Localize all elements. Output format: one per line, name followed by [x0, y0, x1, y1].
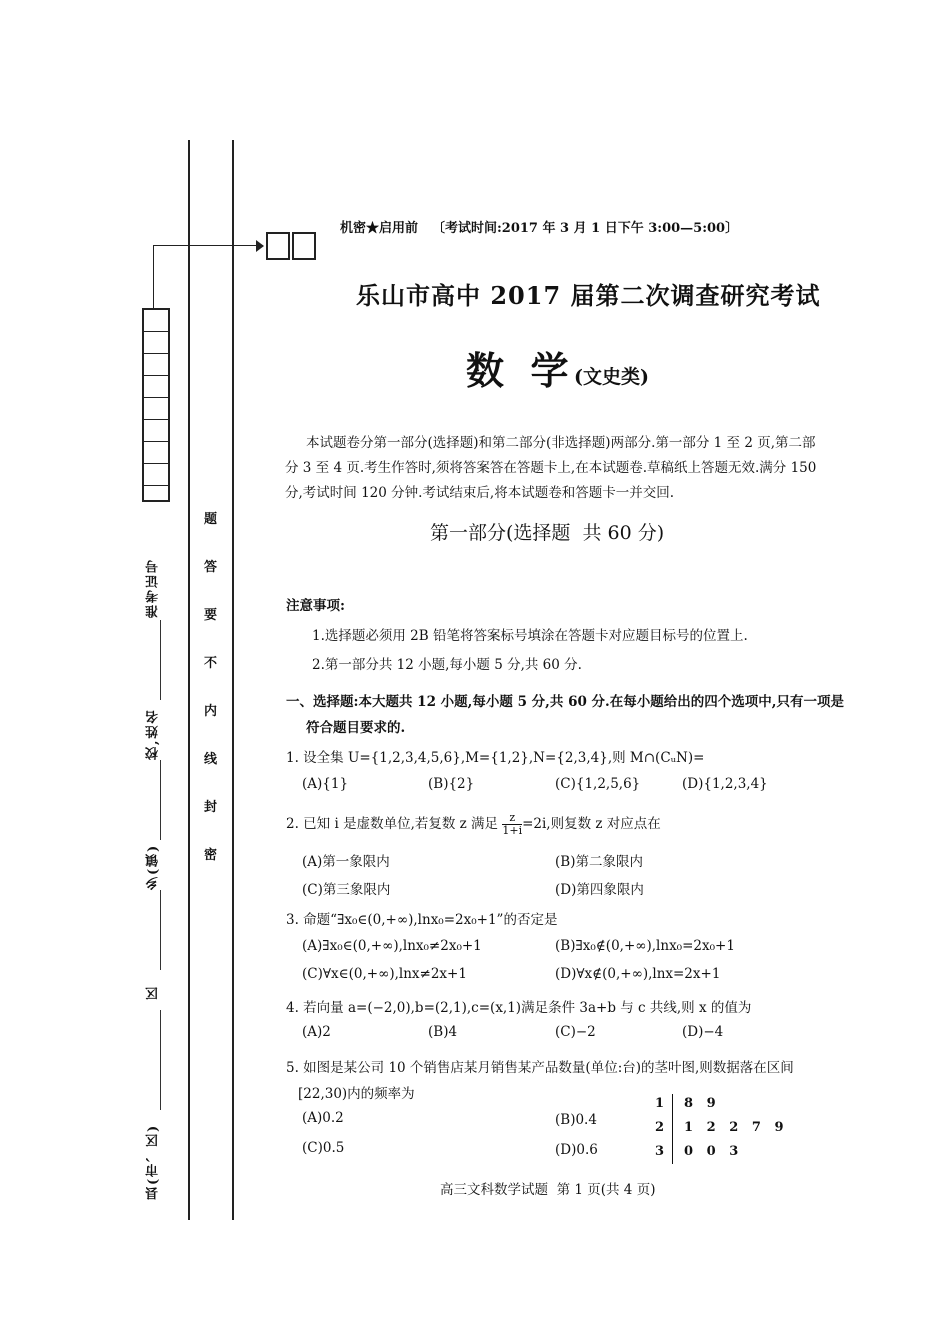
candidate-number-boxes[interactable]	[142, 308, 170, 502]
stem-leaf-plot	[650, 1094, 830, 1166]
section-instruction-2: 符合题目要求的.	[306, 720, 406, 736]
q4-option-d[interactable]: (D)−4	[682, 1024, 724, 1040]
intro-line-2: 分 3 至 4 页.考生作答时,须将答案答在答题卡上,在本试题卷.草稿纸上答题无效.满分 150	[285, 460, 817, 476]
field-underline-4	[160, 1010, 161, 1110]
q3-stem: 3. 命题“∃x₀∈(0,+∞),lnx₀=2x₀+1”的否定是	[286, 912, 558, 928]
field-county: 县(市、区)	[146, 1123, 161, 1200]
q5-stem: 5. 如图是某公司 10 个销售店某月销售某产品数量(单位:台)的茎叶图,则数据落在区间	[286, 1060, 794, 1076]
field-district: 区	[146, 985, 161, 1000]
q5-option-d[interactable]: (D)0.6	[555, 1142, 598, 1158]
field-underline-1	[160, 620, 161, 700]
intro-line-3: 分,考试时间 120 分钟.考试结束后,将本试题卷和答题卡一并交回.	[285, 485, 675, 501]
q3-option-d[interactable]: (D)∀x∉(0,+∞),lnx=2x+1	[555, 966, 721, 982]
secrecy-label: 机密★启用前	[340, 221, 419, 236]
leaves-2: 1 2 2 7 9	[684, 1120, 784, 1135]
stem-leaf-divider	[672, 1094, 673, 1164]
seal-char-6: 线	[204, 752, 218, 767]
q4-option-a[interactable]: (A)2	[302, 1024, 331, 1040]
seal-char-4: 不	[204, 656, 218, 671]
q1-option-d[interactable]: (D){1,2,3,4}	[682, 776, 768, 792]
field-candidate-number: 准考证号	[146, 558, 161, 618]
field-underline-3	[160, 890, 161, 970]
intro-line-1: 本试题卷分第一部分(选择题)和第二部分(非选择题)两部分.第一部分 1 至 2 页,第二部	[306, 435, 816, 451]
arrow-head-icon	[256, 240, 264, 252]
q5-option-c[interactable]: (C)0.5	[302, 1140, 345, 1156]
leaves-1: 8 9	[684, 1096, 716, 1111]
q1-stem: 1. 设全集 U={1,2,3,4,5,6},M={1,2},N={2,3,4},则 M∩(CᵤN)=	[286, 750, 705, 766]
q4-stem: 4. 若向量 a=(−2,0),b=(2,1),c=(x,1)满足条件 3a+b 与 c 共线,则 x 的值为	[286, 1000, 752, 1016]
note-1: 1.选择题必须用 2B 铅笔将答案标号填涂在答题卡对应题目标号的位置上.	[312, 628, 748, 644]
subject-type: (文史类)	[574, 366, 649, 388]
q1-option-b[interactable]: (B){2}	[428, 776, 475, 792]
q2-fraction: $\frac{z}{1+i}$	[502, 811, 523, 837]
stem-2: 2	[655, 1120, 665, 1135]
q2-option-c[interactable]: (C)第三象限内	[302, 882, 391, 898]
q4-option-c[interactable]: (C)−2	[555, 1024, 596, 1040]
seal-char-3: 要	[204, 608, 218, 623]
q3-option-a[interactable]: (A)∃x₀∈(0,+∞),lnx₀≠2x₀+1	[302, 938, 482, 954]
seat-box-1[interactable]	[266, 232, 290, 260]
q5-option-b[interactable]: (B)0.4	[555, 1112, 597, 1128]
stem-1: 1	[655, 1096, 665, 1111]
margin-line-1	[188, 140, 190, 1220]
margin-line-2	[232, 140, 234, 1220]
q2-option-b[interactable]: (B)第二象限内	[555, 854, 643, 870]
q1-option-a[interactable]: (A){1}	[302, 776, 349, 792]
q1-option-c[interactable]: (C){1,2,5,6}	[555, 776, 641, 792]
q3-option-b[interactable]: (B)∃x₀∉(0,+∞),lnx₀=2x₀+1	[555, 938, 735, 954]
field-township: 乡(镇)	[146, 843, 161, 890]
q5-stem-2: [22,30)内的频率为	[298, 1086, 415, 1102]
seal-char-8: 密	[204, 848, 218, 863]
exam-time: 〔考试时间:2017 年 3 月 1 日下午 3:00—5:00〕	[432, 221, 739, 236]
notes-title: 注意事项:	[286, 598, 345, 614]
seal-char-7: 封	[204, 800, 218, 815]
q2-stem: 2. 已知 i 是虚数单位,若复数 z 满足 $\frac{z}{1+i}$ =2i,则复数 z 对应点在	[286, 811, 661, 837]
field-underline-2	[160, 760, 161, 840]
leaves-3: 0 0 3	[684, 1144, 739, 1159]
q2-option-d[interactable]: (D)第四象限内	[555, 882, 644, 898]
connector-horizontal	[153, 245, 263, 246]
q3-option-c[interactable]: (C)∀x∈(0,+∞),lnx≠2x+1	[302, 966, 467, 982]
part1-heading: 第一部分(选择题 共 60 分)	[430, 522, 665, 544]
seal-char-5: 内	[204, 704, 218, 719]
section-instruction-1: 一、选择题:本大题共 12 小题,每小题 5 分,共 60 分.在每小题给出的四个选项中,只有一项是	[286, 694, 844, 710]
exam-title: 乐山市高中 2017 届第二次调查研究考试	[356, 281, 821, 310]
q4-option-b[interactable]: (B)4	[428, 1024, 458, 1040]
subject-title: 数 学	[466, 348, 569, 393]
q5-option-a[interactable]: (A)0.2	[302, 1110, 344, 1126]
stem-3: 3	[655, 1144, 665, 1159]
seal-char-1: 题	[204, 512, 218, 527]
page-footer: 高三文科数学试题 第 1 页(共 4 页)	[440, 1182, 656, 1198]
seat-box-2[interactable]	[292, 232, 316, 260]
field-school-name: 校,姓名	[146, 708, 161, 760]
connector-vertical	[153, 245, 154, 308]
q2-option-a[interactable]: (A)第一象限内	[302, 854, 390, 870]
seal-char-2: 答	[204, 560, 218, 575]
note-2: 2.第一部分共 12 小题,每小题 5 分,共 60 分.	[312, 657, 582, 673]
